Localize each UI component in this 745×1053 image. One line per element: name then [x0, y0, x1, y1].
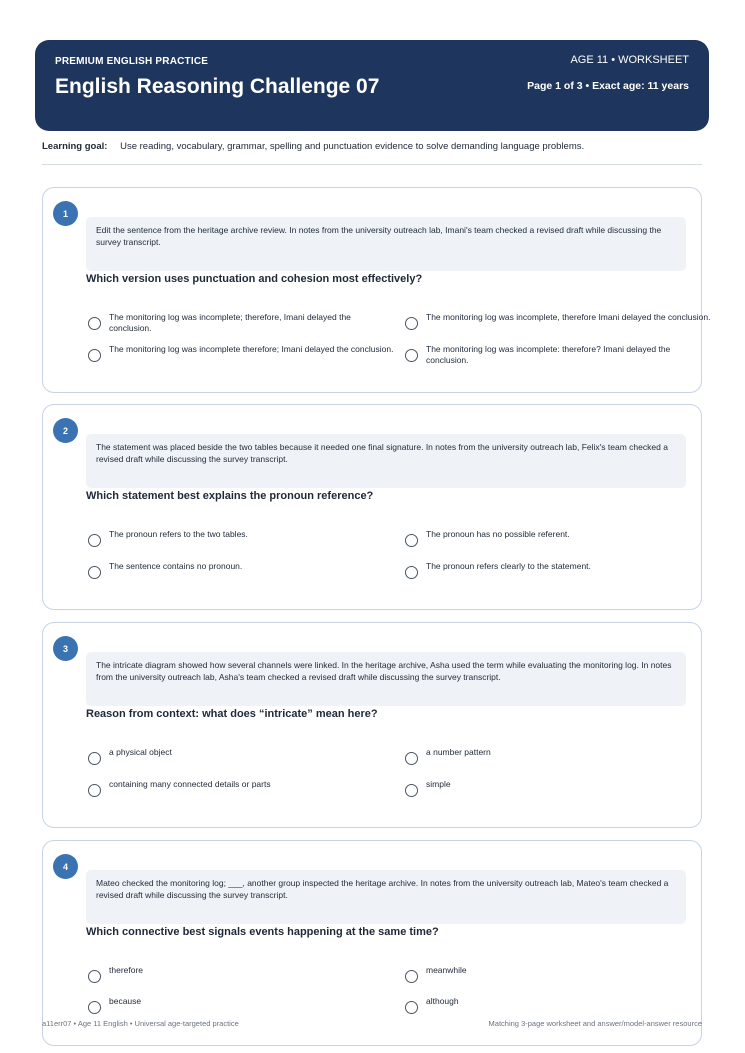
option-text: The monitoring log was incomplete therefore; Imani delayed the conclusion.: [109, 344, 394, 354]
learning-goal-text: Use reading, vocabulary, grammar, spelling and punctuation evidence to solve demanding language problems.: [120, 141, 585, 152]
learning-goal-label: Learning goal:: [42, 141, 108, 152]
radio-button[interactable]: [405, 970, 418, 983]
learning-goal: [42, 141, 702, 152]
radio-button[interactable]: [405, 534, 418, 547]
divider: [42, 164, 702, 165]
option-text: The monitoring log was incomplete; therefore, Imani delayed the conclusion.: [109, 312, 351, 333]
option-text: The monitoring log was incomplete: therefore? Imani delayed the conclusion.: [426, 344, 671, 365]
radio-button[interactable]: [88, 752, 101, 765]
question-passage: Edit the sentence from the heritage archive review. In notes from the university outreach lab, Imani's team checked a revised draft while discussing the survey transcript.: [86, 217, 686, 271]
question-card-2: [42, 404, 702, 610]
option-text: therefore: [109, 965, 144, 975]
question-prompt: Which statement best explains the pronoun reference?: [86, 490, 374, 502]
option-text: although: [426, 996, 459, 1006]
option-text: containing many connected details or parts: [109, 779, 271, 789]
footer-right: Matching 3-page worksheet and answer/model-answer resource: [488, 1019, 702, 1028]
radio-button[interactable]: [88, 317, 101, 330]
question-card-1: [42, 187, 711, 393]
option-text: meanwhile: [426, 965, 467, 975]
option-text: The pronoun refers clearly to the statement.: [426, 561, 591, 571]
footer-left: a11err07 • Age 11 English • Universal age-targeted practice: [42, 1019, 239, 1028]
page-info: Page 1 of 3 • Exact age: 11 years: [527, 80, 689, 92]
radio-button[interactable]: [88, 534, 101, 547]
option-text: The pronoun refers to the two tables.: [109, 529, 248, 539]
radio-button[interactable]: [88, 349, 101, 362]
question-number-badge: 2: [53, 418, 78, 443]
radio-button[interactable]: [88, 566, 101, 579]
radio-button[interactable]: [405, 752, 418, 765]
question-passage: The intricate diagram showed how several channels were linked. In the heritage archive, Asha used the term while evaluating the monitoring log. In notes from the university outreach lab, Asha's team checked a revised draft while discussing the survey transcript.: [86, 652, 686, 706]
question-passage: The statement was placed beside the two tables because it needed one final signature. In notes from the university outreach lab, Felix's team checked a revised draft while discussing the survey transcript.: [86, 434, 686, 488]
radio-button[interactable]: [88, 1001, 101, 1014]
option-text: a physical object: [109, 747, 172, 757]
radio-button[interactable]: [405, 349, 418, 362]
radio-button[interactable]: [405, 1001, 418, 1014]
worksheet-header: [35, 40, 709, 131]
option-text: The pronoun has no possible referent.: [426, 529, 570, 539]
option-text: simple: [426, 779, 451, 789]
question-prompt: Which connective best signals events happening at the same time?: [86, 926, 439, 938]
age-worksheet-label: AGE 11 • WORKSHEET: [570, 54, 689, 66]
brand-label: PREMIUM ENGLISH PRACTICE: [55, 56, 209, 67]
radio-button[interactable]: [405, 784, 418, 797]
question-number-badge: 3: [53, 636, 78, 661]
question-prompt: Reason from context: what does “intricate” mean here?: [86, 708, 378, 720]
question-number-badge: 1: [53, 201, 78, 226]
radio-button[interactable]: [405, 566, 418, 579]
radio-button[interactable]: [405, 317, 418, 330]
question-card-3: [42, 622, 702, 828]
option-text: The sentence contains no pronoun.: [109, 561, 243, 571]
question-passage: Mateo checked the monitoring log; ___, another group inspected the heritage archive. In notes from the university outreach lab, Mateo's team checked a revised draft while discussing the survey transcript.: [86, 870, 686, 924]
question-prompt: Which version uses punctuation and cohesion most effectively?: [86, 273, 423, 285]
option-text: a number pattern: [426, 747, 491, 757]
radio-button[interactable]: [88, 784, 101, 797]
radio-button[interactable]: [88, 970, 101, 983]
page-title: English Reasoning Challenge 07: [55, 75, 380, 98]
option-text: because: [109, 996, 142, 1006]
option-text: The monitoring log was incomplete, therefore Imani delayed the conclusion.: [426, 312, 711, 322]
question-card-4: [42, 840, 702, 1046]
question-number-badge: 4: [53, 854, 78, 879]
